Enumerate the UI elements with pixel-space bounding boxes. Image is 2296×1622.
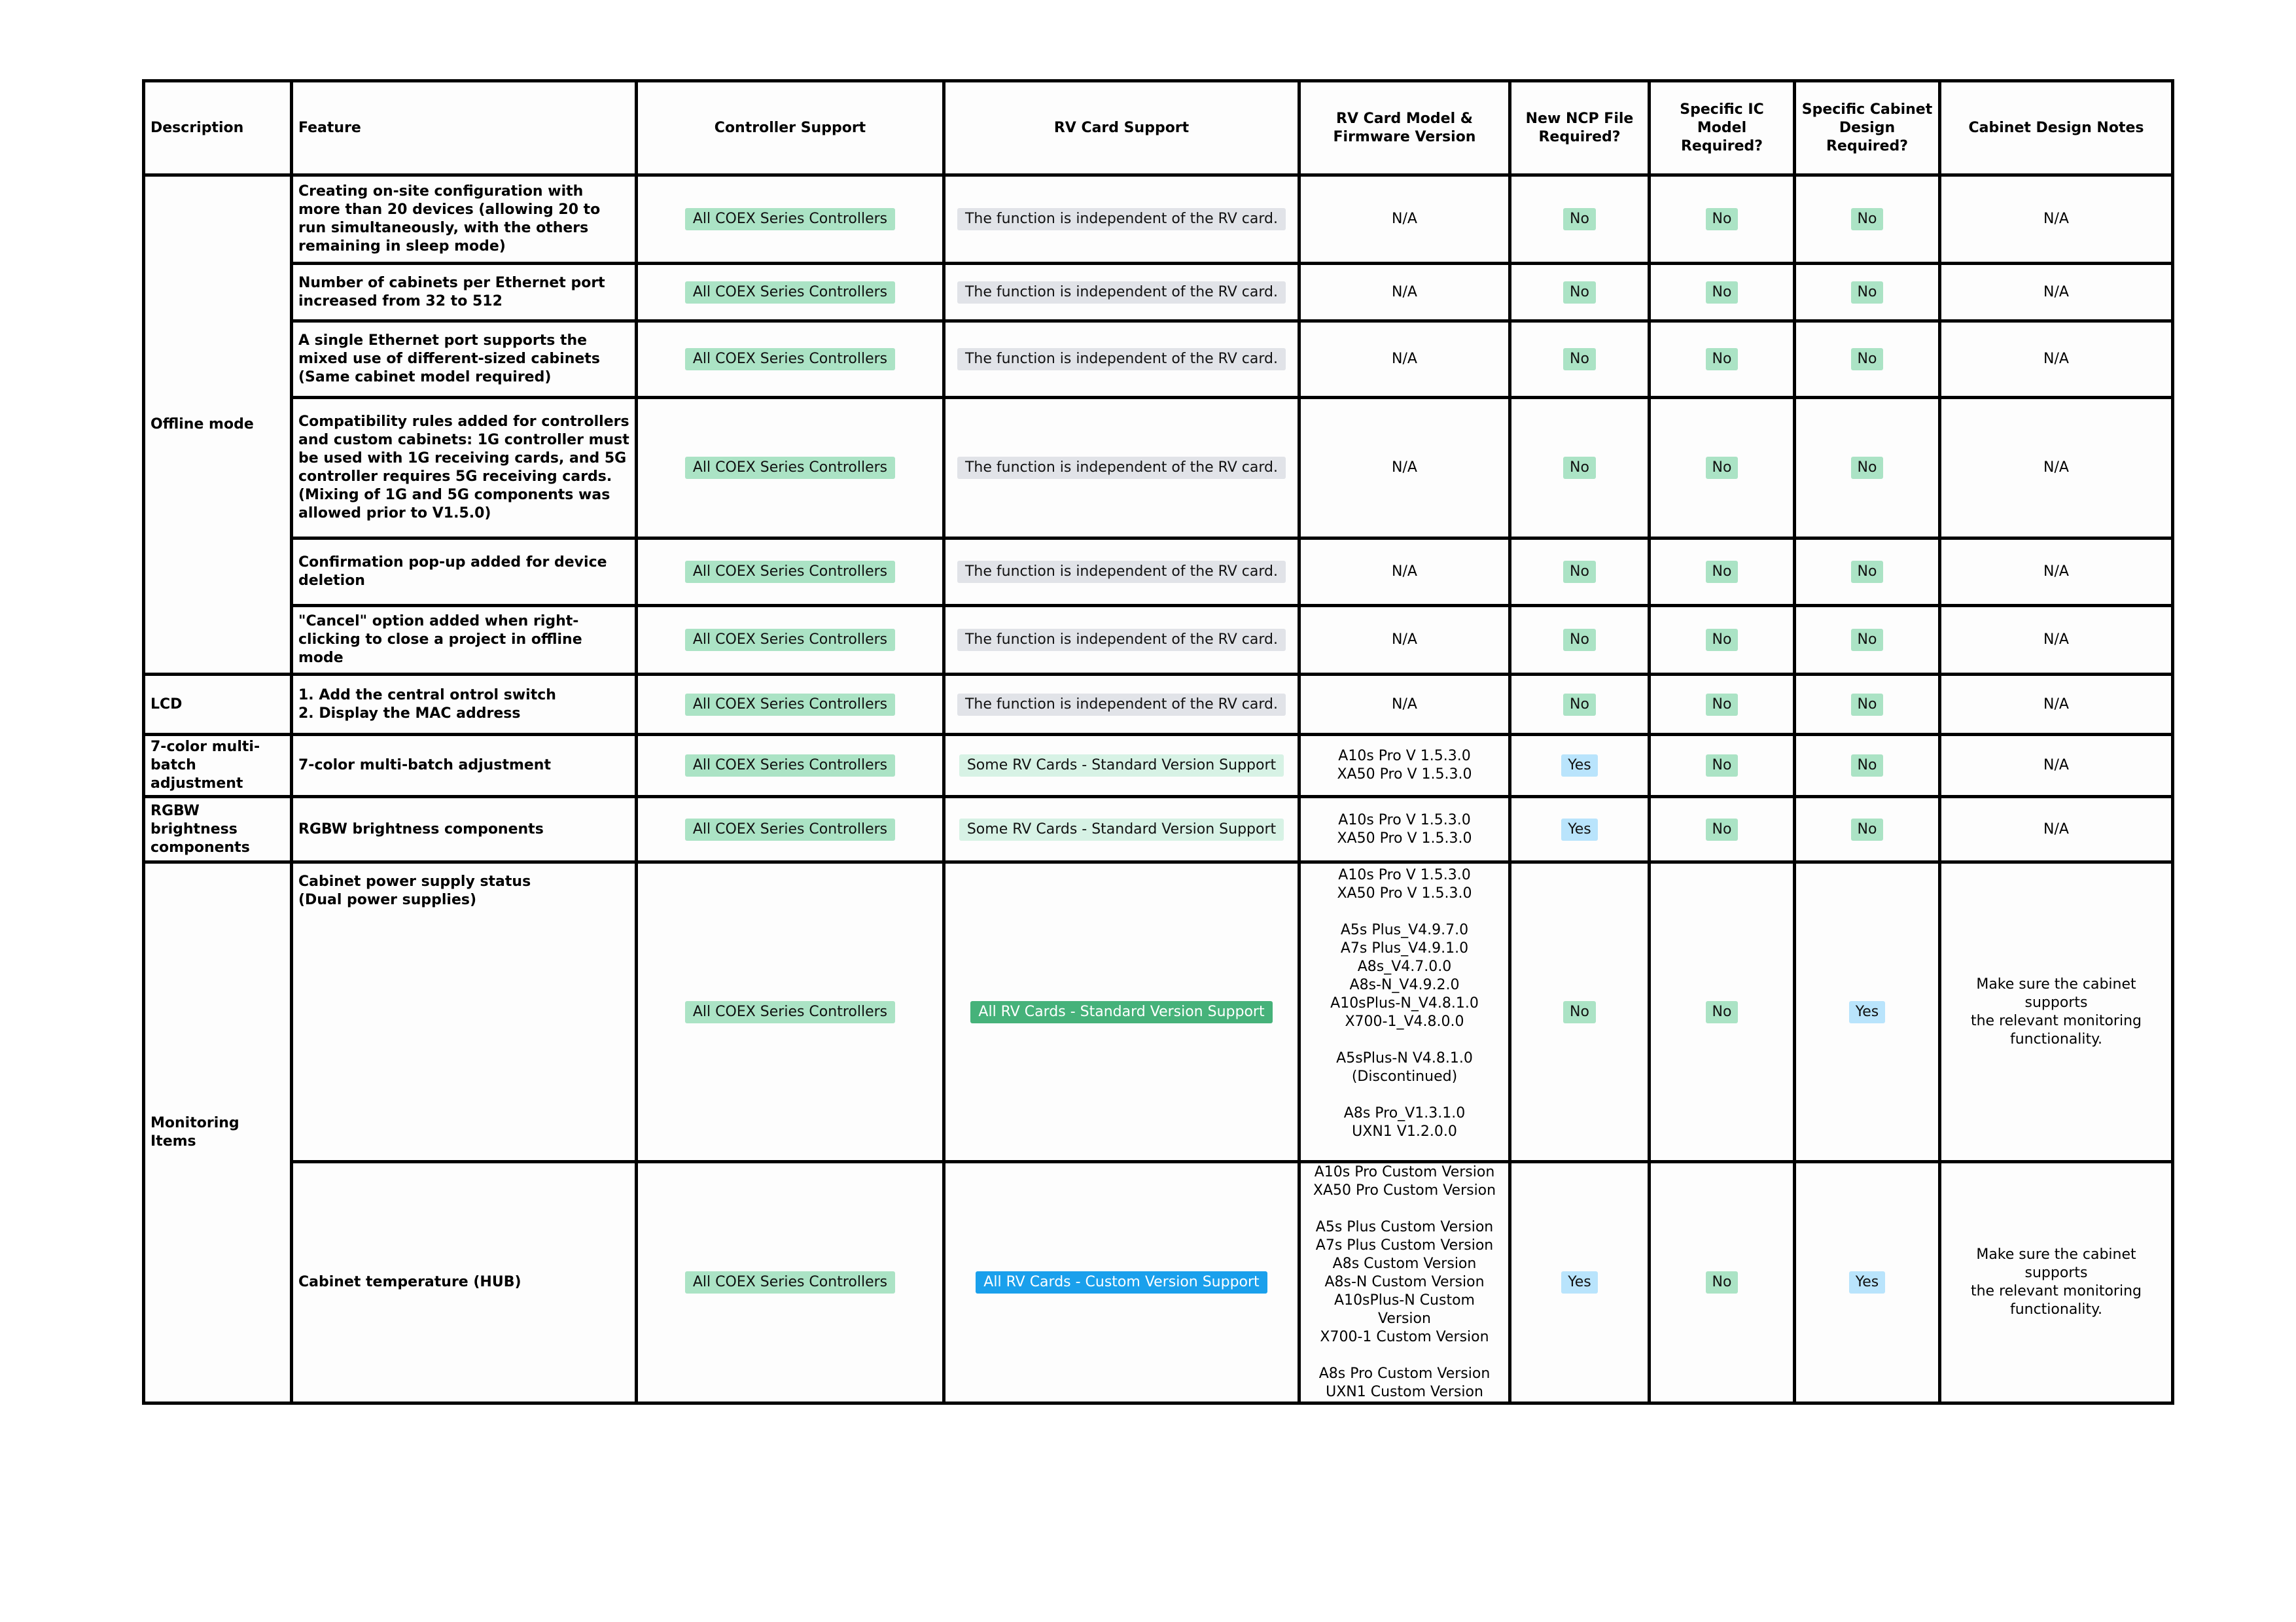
specific-cabinet-cell [1795,321,1940,398]
feature-support-table [142,79,2174,1405]
new-ncp-badge: Yes [1561,819,1598,841]
cabinet-notes-cell [1940,675,2173,735]
controller-support-badge: All COEX Series Controllers [685,561,895,583]
rv-card-model-text: N/A [1392,696,1417,713]
rv-card-support-badge: The function is independent of the RV card. [957,281,1286,304]
new-ncp-badge: No [1563,281,1596,304]
specific-cabinet-cell [1795,538,1940,606]
specific-cabinet-badge: No [1851,348,1884,370]
specific-ic-badge: No [1706,1271,1739,1294]
description-cell [144,175,292,675]
feature-cell [292,675,637,735]
new-ncp-cell [1510,321,1650,398]
new-ncp-cell [1510,862,1650,1162]
rv-card-support-badge: The function is independent of the RV card. [957,208,1286,230]
new-ncp-badge: No [1563,208,1596,230]
feature-text: Cabinet power supply status (Dual power supplies) [298,873,531,908]
specific-ic-cell [1650,321,1795,398]
rv-card-model-text: N/A [1392,459,1417,476]
specific-ic-badge: No [1706,208,1739,230]
cabinet-notes-text: N/A [2043,211,2069,227]
rv-card-model-text: A10s Pro V 1.5.3.0 XA50 Pro V 1.5.3.0 [1337,811,1472,847]
header-rv-card-model: RV Card Model & Firmware Version [1299,81,1510,175]
feature-text: 1. Add the central ontrol switch 2. Display the MAC address [298,686,556,722]
cabinet-notes-cell [1940,398,2173,538]
rv-card-model-cell [1299,735,1510,797]
rv-card-support-cell [944,675,1299,735]
new-ncp-cell [1510,606,1650,675]
specific-ic-cell [1650,1162,1795,1403]
table-row [144,797,2173,862]
description-text: Offline mode [150,416,254,432]
new-ncp-badge: No [1563,629,1596,651]
rv-card-model-cell [1299,606,1510,675]
feature-text: RGBW brightness components [298,820,544,837]
controller-support-cell [637,175,944,264]
controller-support-badge: All COEX Series Controllers [685,819,895,841]
feature-text: Compatibility rules added for controllers and custom cabinets: 1G controller must be used with 1G receiving cards, and 5G controller requires 5G receiving cards. (Mixing of 1G and 5G components was allowed prior to V1.5.0) [298,414,629,521]
specific-ic-badge: No [1706,281,1739,304]
header-feature: Feature [292,81,637,175]
specific-cabinet-badge: No [1851,208,1884,230]
table-row [144,398,2173,538]
rv-card-support-badge: All RV Cards - Standard Version Support [970,1001,1272,1023]
new-ncp-cell [1510,175,1650,264]
feature-cell [292,735,637,797]
specific-cabinet-cell [1795,675,1940,735]
new-ncp-badge: Yes [1561,1271,1598,1294]
specific-ic-badge: No [1706,694,1739,716]
specific-cabinet-cell [1795,175,1940,264]
specific-ic-badge: No [1706,1001,1739,1023]
new-ncp-cell [1510,735,1650,797]
rv-card-model-text: N/A [1392,351,1417,367]
cabinet-notes-text: N/A [2043,563,2069,580]
feature-cell [292,398,637,538]
controller-support-badge: All COEX Series Controllers [685,694,895,716]
controller-support-badge: All COEX Series Controllers [685,348,895,370]
new-ncp-badge: Yes [1561,754,1598,777]
table-row [144,862,2173,1162]
rv-card-model-text: N/A [1392,563,1417,580]
rv-card-support-badge: The function is independent of the RV card. [957,629,1286,651]
controller-support-cell [637,606,944,675]
specific-ic-cell [1650,675,1795,735]
specific-ic-badge: No [1706,561,1739,583]
specific-ic-cell [1650,606,1795,675]
table-row [144,321,2173,398]
rv-card-support-cell [944,538,1299,606]
rv-card-support-cell [944,321,1299,398]
cabinet-notes-cell [1940,606,2173,675]
specific-cabinet-cell [1795,735,1940,797]
specific-ic-cell [1650,797,1795,862]
rv-card-support-cell [944,797,1299,862]
feature-cell [292,175,637,264]
cabinet-notes-text: N/A [2043,631,2069,648]
table-row [144,1162,2173,1403]
specific-cabinet-cell [1795,264,1940,321]
table-row [144,264,2173,321]
controller-support-badge: All COEX Series Controllers [685,281,895,304]
table-row [144,606,2173,675]
controller-support-badge: All COEX Series Controllers [685,1271,895,1294]
specific-ic-badge: No [1706,819,1739,841]
feature-text: Cabinet temperature (HUB) [298,1274,521,1290]
new-ncp-badge: No [1563,348,1596,370]
new-ncp-cell [1510,538,1650,606]
description-text: RGBW brightness components [150,802,250,856]
specific-cabinet-cell [1795,398,1940,538]
rv-card-model-text: N/A [1392,631,1417,648]
feature-text: Number of cabinets per Ethernet port increased from 32 to 512 [298,274,605,309]
specific-cabinet-cell [1795,862,1940,1162]
specific-ic-badge: No [1706,754,1739,777]
rv-card-model-cell [1299,175,1510,264]
new-ncp-badge: No [1563,457,1596,479]
rv-card-support-cell [944,175,1299,264]
specific-cabinet-badge: No [1851,694,1884,716]
feature-cell [292,538,637,606]
rv-card-support-badge: The function is independent of the RV card. [957,561,1286,583]
cabinet-notes-text: N/A [2043,459,2069,476]
specific-ic-cell [1650,735,1795,797]
rv-card-support-badge: The function is independent of the RV card. [957,348,1286,370]
new-ncp-cell [1510,398,1650,538]
controller-support-cell [637,862,944,1162]
controller-support-cell [637,797,944,862]
controller-support-cell [637,538,944,606]
description-cell [144,862,292,1403]
specific-cabinet-badge: Yes [1849,1271,1886,1294]
rv-card-support-cell [944,1162,1299,1403]
rv-card-model-text: N/A [1392,283,1417,300]
specific-cabinet-badge: No [1851,457,1884,479]
table-row [144,675,2173,735]
rv-card-support-cell [944,735,1299,797]
header-cabinet-notes: Cabinet Design Notes [1940,81,2173,175]
specific-cabinet-badge: No [1851,561,1884,583]
specific-cabinet-badge: No [1851,819,1884,841]
feature-cell [292,1162,637,1403]
rv-card-support-cell [944,606,1299,675]
specific-cabinet-badge: No [1851,281,1884,304]
feature-text: Confirmation pop-up added for device deletion [298,554,607,589]
new-ncp-badge: No [1563,561,1596,583]
table-row [144,175,2173,264]
rv-card-model-cell [1299,862,1510,1162]
specific-ic-cell [1650,175,1795,264]
cabinet-notes-text: N/A [2043,820,2069,837]
cabinet-notes-text: Make sure the cabinet supports the relevant monitoring functionality. [1970,976,2142,1048]
rv-card-model-text: N/A [1392,211,1417,227]
cabinet-notes-cell [1940,321,2173,398]
controller-support-cell [637,398,944,538]
header-specific-cabinet: Specific Cabinet Design Required? [1795,81,1940,175]
cabinet-notes-cell [1940,1162,2173,1403]
rv-card-model-cell [1299,538,1510,606]
rv-card-model-cell [1299,398,1510,538]
rv-card-model-cell [1299,321,1510,398]
rv-card-model-cell [1299,264,1510,321]
controller-support-badge: All COEX Series Controllers [685,1001,895,1023]
cabinet-notes-cell [1940,797,2173,862]
rv-card-model-text: A10s Pro V 1.5.3.0 XA50 Pro V 1.5.3.0 [1337,748,1472,783]
rv-card-model-text: A10s Pro Custom Version XA50 Pro Custom Version A5s Plus Custom Version A7s Plus Custom Version A8s Custom Version A8s-N Custom Version A10sPlus-N Custom Version X700-1 Custom Version A8s Pro Custom Version UXN1 Custom Version [1313,1164,1496,1400]
controller-support-badge: All COEX Series Controllers [685,208,895,230]
specific-ic-cell [1650,862,1795,1162]
controller-support-badge: All COEX Series Controllers [685,457,895,479]
cabinet-notes-cell [1940,175,2173,264]
description-text: LCD [150,696,183,713]
feature-text: "Cancel" option added when right-clicking to close a project in offline mode [298,613,582,666]
new-ncp-cell [1510,797,1650,862]
rv-card-support-badge: All RV Cards - Custom Version Support [976,1271,1267,1294]
cabinet-notes-text: N/A [2043,283,2069,300]
rv-card-model-text: A10s Pro V 1.5.3.0 XA50 Pro V 1.5.3.0 A5s Plus_V4.9.7.0 A7s Plus_V4.9.1.0 A8s_V4.7.0.0 A8s-N_V4.9.2.0 A10sPlus-N_V4.8.1.0 X700-1_V4.8.0.0 A5sPlus-N V4.8.1.0 (Discontinued) A8s Pro_V1.3.1.0 UXN1 V1.2.0.0 [1330,867,1479,1140]
feature-cell [292,321,637,398]
header-rv-card-support: RV Card Support [944,81,1299,175]
cabinet-notes-text: Make sure the cabinet supports the relevant monitoring functionality. [1970,1246,2142,1318]
table-body [144,175,2173,1403]
rv-card-support-badge: Some RV Cards - Standard Version Support [959,754,1284,777]
controller-support-cell [637,675,944,735]
controller-support-badge: All COEX Series Controllers [685,754,895,777]
description-text: 7-color multi-batch adjustment [150,739,260,792]
cabinet-notes-cell [1940,264,2173,321]
controller-support-cell [637,1162,944,1403]
rv-card-support-badge: The function is independent of the RV card. [957,694,1286,716]
specific-cabinet-badge: No [1851,754,1884,777]
new-ncp-badge: No [1563,1001,1596,1023]
rv-card-model-cell [1299,797,1510,862]
feature-cell [292,862,637,1162]
specific-ic-badge: No [1706,348,1739,370]
new-ncp-cell [1510,675,1650,735]
description-text: Monitoring Items [150,1115,239,1150]
specific-ic-badge: No [1706,629,1739,651]
new-ncp-cell [1510,264,1650,321]
rv-card-support-badge: Some RV Cards - Standard Version Support [959,819,1284,841]
header-specific-ic: Specific IC Model Required? [1650,81,1795,175]
header-controller-support: Controller Support [637,81,944,175]
rv-card-support-cell [944,264,1299,321]
controller-support-cell [637,735,944,797]
feature-text: Creating on-site configuration with more than 20 devices (allowing 20 to run simultaneously, with the others remaining in sleep mode) [298,183,601,255]
specific-cabinet-cell [1795,606,1940,675]
feature-text: 7-color multi-batch adjustment [298,757,551,773]
table-row [144,735,2173,797]
rv-card-support-cell [944,398,1299,538]
table-row [144,538,2173,606]
specific-ic-cell [1650,264,1795,321]
new-ncp-badge: No [1563,694,1596,716]
controller-support-badge: All COEX Series Controllers [685,629,895,651]
header-row [144,81,2173,175]
cabinet-notes-text: N/A [2043,351,2069,367]
feature-cell [292,606,637,675]
header-description: Description [144,81,292,175]
specific-ic-badge: No [1706,457,1739,479]
cabinet-notes-cell [1940,735,2173,797]
specific-cabinet-badge: No [1851,629,1884,651]
cabinet-notes-text: N/A [2043,757,2069,773]
description-cell [144,797,292,862]
header-new-ncp: New NCP File Required? [1510,81,1650,175]
specific-cabinet-cell [1795,1162,1940,1403]
rv-card-model-cell [1299,675,1510,735]
specific-cabinet-cell [1795,797,1940,862]
controller-support-cell [637,264,944,321]
feature-text: A single Ethernet port supports the mixed use of different-sized cabinets (Same cabinet model required) [298,332,600,385]
specific-ic-cell [1650,398,1795,538]
rv-card-support-badge: The function is independent of the RV card. [957,457,1286,479]
feature-cell [292,264,637,321]
rv-card-model-cell [1299,1162,1510,1403]
description-cell [144,735,292,797]
cabinet-notes-text: N/A [2043,696,2069,713]
new-ncp-cell [1510,1162,1650,1403]
controller-support-cell [637,321,944,398]
cabinet-notes-cell [1940,862,2173,1162]
specific-ic-cell [1650,538,1795,606]
description-cell [144,675,292,735]
feature-cell [292,797,637,862]
specific-cabinet-badge: Yes [1849,1001,1886,1023]
rv-card-support-cell [944,862,1299,1162]
cabinet-notes-cell [1940,538,2173,606]
